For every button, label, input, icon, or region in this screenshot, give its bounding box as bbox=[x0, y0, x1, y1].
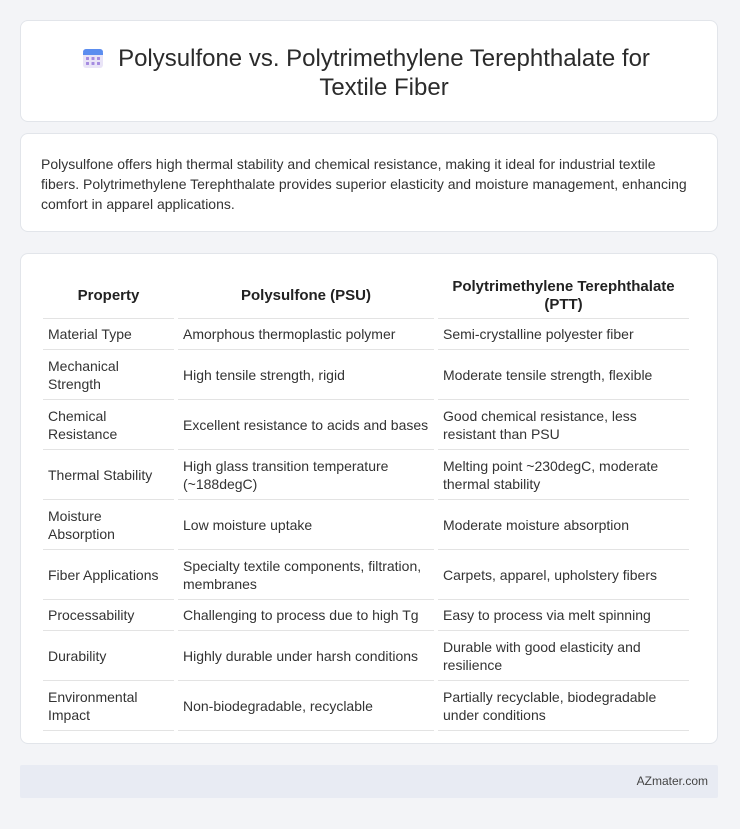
ptt-cell: Carpets, apparel, upholstery fibers bbox=[438, 550, 689, 600]
property-cell: Fiber Applications bbox=[43, 550, 174, 600]
property-cell: Thermal Stability bbox=[43, 450, 174, 500]
psu-cell: Excellent resistance to acids and bases bbox=[178, 400, 434, 450]
psu-cell: High tensile strength, rigid bbox=[178, 350, 434, 400]
property-cell: Durability bbox=[43, 631, 174, 681]
comparison-table bbox=[39, 274, 693, 731]
psu-cell: Challenging to process due to high Tg bbox=[178, 600, 434, 631]
ptt-cell: Durable with good elasticity and resilience bbox=[438, 631, 689, 681]
psu-cell: High glass transition temperature (~188degC) bbox=[178, 450, 434, 500]
property-cell: Material Type bbox=[43, 319, 174, 350]
psu-cell: Low moisture uptake bbox=[178, 500, 434, 550]
table-row bbox=[43, 500, 689, 550]
table-row bbox=[43, 400, 689, 450]
table-row bbox=[43, 350, 689, 400]
table-row bbox=[43, 550, 689, 600]
table-row bbox=[43, 631, 689, 681]
ptt-cell: Partially recyclable, biodegradable under conditions bbox=[438, 681, 689, 731]
psu-cell: Highly durable under harsh conditions bbox=[178, 631, 434, 681]
table-header-row bbox=[43, 274, 689, 319]
source-link[interactable]: AZmater.com bbox=[636, 774, 708, 788]
intro-card bbox=[20, 133, 718, 232]
psu-cell: Non-biodegradable, recyclable bbox=[178, 681, 434, 731]
property-cell: Moisture Absorption bbox=[43, 500, 174, 550]
psu-cell: Amorphous thermoplastic polymer bbox=[178, 319, 434, 350]
ptt-cell: Semi-crystalline polyester fiber bbox=[438, 319, 689, 350]
ptt-cell: Easy to process via melt spinning bbox=[438, 600, 689, 631]
footer-bar bbox=[20, 765, 718, 798]
page-title: Polysulfone vs. Polytrimethylene Terephthalate for Textile Fiber bbox=[118, 45, 650, 101]
table-row bbox=[43, 681, 689, 731]
table-row bbox=[43, 450, 689, 500]
title-card bbox=[20, 20, 718, 122]
intro-paragraph: Polysulfone offers high thermal stability and chemical resistance, making it ideal for industrial textile fibers. Polytrimethylene Terephthalate provides superior elasticity and moisture management, enhancing comfort in apparel applications. bbox=[41, 156, 687, 212]
ptt-cell: Melting point ~230degC, moderate thermal stability bbox=[438, 450, 689, 500]
table-row bbox=[43, 600, 689, 631]
header-ptt: Polytrimethylene Terephthalate (PTT) bbox=[438, 274, 689, 319]
property-cell: Environmental Impact bbox=[43, 681, 174, 731]
ptt-cell: Moderate tensile strength, flexible bbox=[438, 350, 689, 400]
psu-cell: Specialty textile components, filtration, membranes bbox=[178, 550, 434, 600]
header-property: Property bbox=[43, 274, 174, 319]
header-psu: Polysulfone (PSU) bbox=[178, 274, 434, 319]
property-cell: Mechanical Strength bbox=[43, 350, 174, 400]
ptt-cell: Good chemical resistance, less resistant than PSU bbox=[438, 400, 689, 450]
table-row bbox=[43, 319, 689, 350]
property-cell: Processability bbox=[43, 600, 174, 631]
property-cell: Chemical Resistance bbox=[43, 400, 174, 450]
comparison-card bbox=[20, 253, 718, 744]
ptt-cell: Moderate moisture absorption bbox=[438, 500, 689, 550]
